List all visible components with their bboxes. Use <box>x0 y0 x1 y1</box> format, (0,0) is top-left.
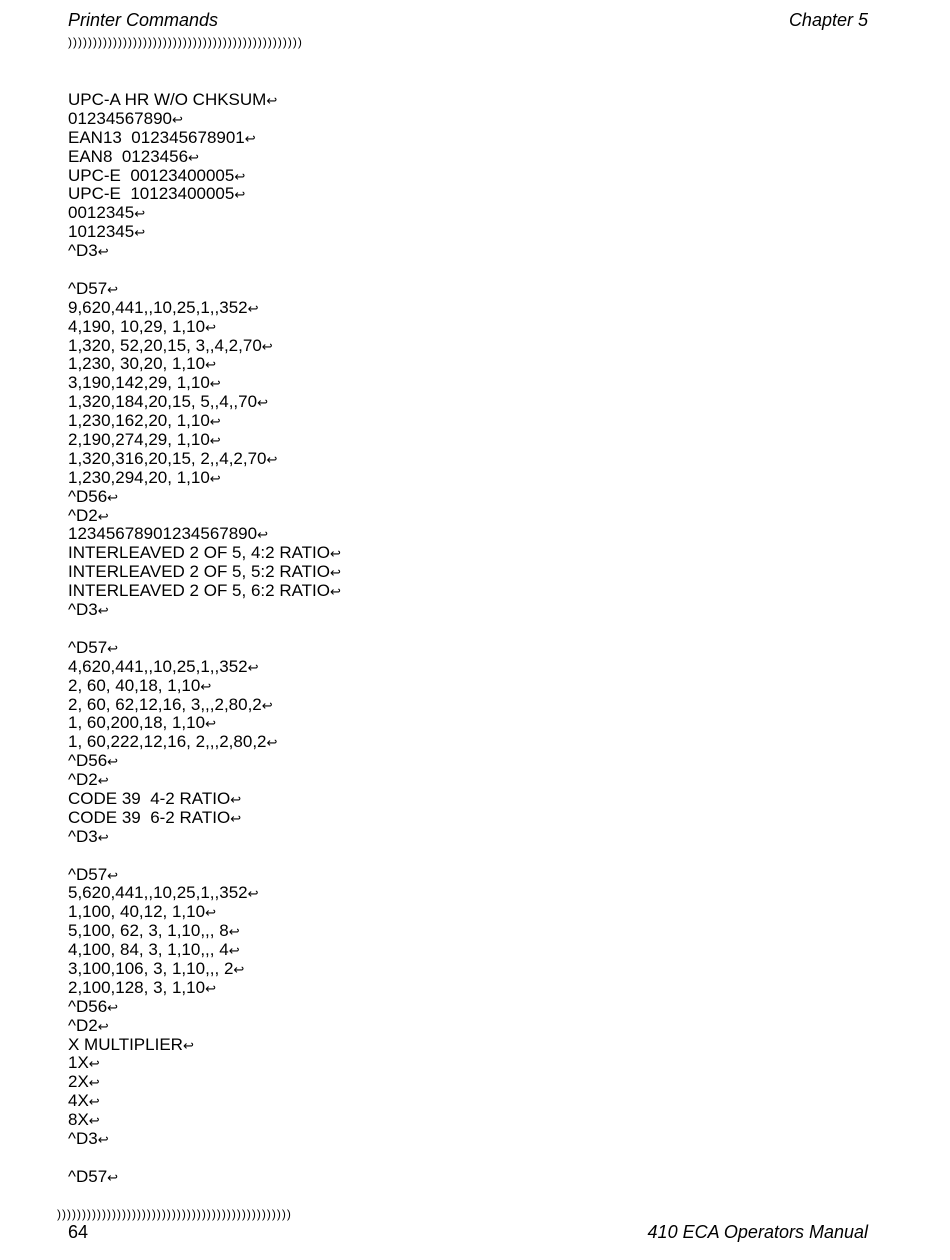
command-line <box>68 148 341 167</box>
command-line <box>68 337 341 356</box>
command-text: 5,100, 62, 3, 1,10,,, 8 <box>68 921 229 941</box>
command-text: 8X <box>68 1110 89 1130</box>
command-text: 1,320, 52,20,15, 3,,4,2,70 <box>68 335 262 355</box>
command-text: INTERLEAVED 2 OF 5, 4:2 RATIO <box>68 543 330 563</box>
command-line <box>68 563 341 582</box>
command-line <box>68 677 341 696</box>
command-line <box>68 828 341 847</box>
return-symbol: ↩ <box>97 1131 109 1147</box>
return-symbol: ↩ <box>205 357 216 373</box>
return-symbol: ↩ <box>247 300 259 316</box>
command-text: 5,620,441,,10,25,1,,352 <box>68 883 248 903</box>
command-line <box>68 696 341 715</box>
page-number: 64 <box>68 1222 89 1242</box>
return-symbol: ↩ <box>172 111 183 127</box>
command-text: ^D3 <box>68 1128 98 1148</box>
command-line <box>68 941 341 960</box>
command-text: 2, 60, 62,12,16, 3,,,2,80,2 <box>68 694 262 714</box>
command-text: ^D57 <box>68 1166 108 1186</box>
command-line <box>68 771 341 790</box>
return-symbol: ↩ <box>97 603 109 619</box>
command-text: 4,620,441,,10,25,1,,352 <box>68 656 248 676</box>
return-symbol: ↩ <box>330 565 341 581</box>
command-text: 4X <box>68 1091 89 1111</box>
command-text: 0012345 <box>68 203 135 223</box>
return-symbol: ↩ <box>88 1113 100 1129</box>
return-symbol: ↩ <box>107 489 119 505</box>
return-symbol: ↩ <box>234 168 246 184</box>
command-line <box>68 91 341 110</box>
return-symbol: ↩ <box>107 640 119 656</box>
command-text: ^D3 <box>68 826 98 846</box>
command-line <box>68 733 341 752</box>
return-symbol: ↩ <box>97 773 109 789</box>
command-line <box>68 960 341 979</box>
command-text: UPC-E 00123400005 <box>68 165 235 185</box>
command-text: ^D2 <box>68 770 98 790</box>
command-line <box>68 1073 341 1092</box>
return-symbol: ↩ <box>107 754 119 770</box>
command-line <box>68 431 341 450</box>
manual-title: 410 ECA Operators Manual <box>647 1222 868 1242</box>
return-symbol: ↩ <box>134 206 146 222</box>
command-line <box>68 998 341 1017</box>
return-symbol: ↩ <box>257 395 268 411</box>
command-line <box>68 525 341 544</box>
return-symbol: ↩ <box>88 1056 100 1072</box>
command-text: INTERLEAVED 2 OF 5, 5:2 RATIO <box>68 562 330 582</box>
command-text: 1,320,184,20,15, 5,,4,,70 <box>68 392 258 412</box>
return-symbol: ↩ <box>97 1018 109 1034</box>
return-symbol: ↩ <box>330 584 341 600</box>
return-symbol: ↩ <box>134 225 146 241</box>
command-line <box>68 922 341 941</box>
page-header <box>68 10 868 34</box>
command-text: ^D3 <box>68 600 98 620</box>
command-line <box>68 1168 341 1187</box>
command-line <box>68 903 341 922</box>
command-text: 1,320,316,20,15, 2,,4,2,70 <box>68 448 267 468</box>
command-line <box>68 1111 341 1130</box>
command-text: 1, 60,200,18, 1,10 <box>68 713 206 733</box>
command-text: 01234567890 <box>68 108 173 128</box>
command-text: CODE 39 4-2 RATIO <box>68 788 231 808</box>
return-symbol: ↩ <box>107 999 119 1015</box>
return-symbol: ↩ <box>205 980 216 996</box>
command-line <box>68 1092 341 1111</box>
command-line <box>68 1036 341 1055</box>
return-symbol: ↩ <box>88 1075 100 1091</box>
command-line <box>68 469 341 488</box>
command-line <box>68 507 341 526</box>
blank-line <box>68 261 341 280</box>
return-symbol: ↩ <box>107 867 119 883</box>
command-line <box>68 884 341 903</box>
return-symbol: ↩ <box>209 433 221 449</box>
command-line <box>68 318 341 337</box>
command-text: 3,100,106, 3, 1,10,,, 2 <box>68 958 234 978</box>
header-rule: ))))))))))))))))))))))))))))))))))))))))))))))) <box>68 35 303 49</box>
command-text: 3,190,142,29, 1,10 <box>68 373 210 393</box>
return-symbol: ↩ <box>209 414 221 430</box>
return-symbol: ↩ <box>97 829 109 845</box>
return-symbol: ↩ <box>266 93 278 108</box>
command-line <box>68 866 341 885</box>
return-symbol: ↩ <box>188 149 199 165</box>
command-text: 2,100,128, 3, 1,10 <box>68 977 206 997</box>
command-text: 1, 60,222,12,16, 2,,,2,80,2 <box>68 732 267 752</box>
command-text: 4,190, 10,29, 1,10 <box>68 316 206 336</box>
return-symbol: ↩ <box>209 376 221 392</box>
return-symbol: ↩ <box>107 1169 119 1185</box>
command-line <box>68 544 341 563</box>
command-text: ^D2 <box>68 1015 98 1035</box>
command-line <box>68 393 341 412</box>
return-symbol: ↩ <box>257 527 268 543</box>
return-symbol: ↩ <box>209 470 221 486</box>
command-text: ^D56 <box>68 751 108 771</box>
command-line <box>68 280 341 299</box>
header-section-title: Printer Commands <box>68 10 219 30</box>
command-line <box>68 129 341 148</box>
command-line <box>68 355 341 374</box>
command-text: 2, 60, 40,18, 1,10 <box>68 675 201 695</box>
footer-rule: ))))))))))))))))))))))))))))))))))))))))))))))) <box>57 1207 292 1221</box>
return-symbol: ↩ <box>330 546 341 562</box>
return-symbol: ↩ <box>205 905 216 921</box>
command-line <box>68 450 341 469</box>
return-symbol: ↩ <box>230 810 242 826</box>
command-line <box>68 204 341 223</box>
return-symbol: ↩ <box>97 508 109 524</box>
return-symbol: ↩ <box>233 961 245 977</box>
command-line <box>68 1017 341 1036</box>
return-symbol: ↩ <box>247 659 259 675</box>
return-symbol: ↩ <box>228 924 240 940</box>
return-symbol: ↩ <box>266 451 278 467</box>
command-text: 1X <box>68 1053 89 1073</box>
return-symbol: ↩ <box>205 716 216 732</box>
blank-line <box>68 1149 341 1168</box>
command-line <box>68 242 341 261</box>
command-line <box>68 167 341 186</box>
page-footer <box>68 1222 868 1246</box>
command-text: CODE 39 6-2 RATIO <box>68 807 231 827</box>
command-text: ^D2 <box>68 505 98 525</box>
command-line <box>68 488 341 507</box>
return-symbol: ↩ <box>107 281 119 297</box>
return-symbol: ↩ <box>234 187 246 203</box>
command-text: ^D57 <box>68 278 108 298</box>
command-text: UPC-E 10123400005 <box>68 184 235 204</box>
return-symbol: ↩ <box>97 244 109 260</box>
return-symbol: ↩ <box>200 678 212 694</box>
return-symbol: ↩ <box>230 791 242 807</box>
return-symbol: ↩ <box>205 319 216 335</box>
command-text: 1,230,162,20, 1,10 <box>68 411 210 431</box>
return-symbol: ↩ <box>182 1037 194 1053</box>
command-text: ^D57 <box>68 637 108 657</box>
blank-line <box>68 847 341 866</box>
command-text: 1,100, 40,12, 1,10 <box>68 902 206 922</box>
command-line <box>68 412 341 431</box>
command-line <box>68 714 341 733</box>
command-text: EAN8 0123456 <box>68 146 189 166</box>
command-line <box>68 809 341 828</box>
command-text: ^D56 <box>68 486 108 506</box>
command-line <box>68 658 341 677</box>
command-line <box>68 223 341 242</box>
command-line <box>68 110 341 129</box>
command-text: 2,190,274,29, 1,10 <box>68 430 210 450</box>
command-line <box>68 601 341 620</box>
command-line <box>68 979 341 998</box>
command-text: ^D57 <box>68 864 108 884</box>
return-symbol: ↩ <box>261 338 273 354</box>
command-text: 12345678901234567890 <box>68 524 258 544</box>
command-line <box>68 639 341 658</box>
command-text: EAN13 012345678901 <box>68 127 245 147</box>
command-text: X MULTIPLIER <box>68 1034 183 1054</box>
command-line <box>68 752 341 771</box>
command-listing <box>68 91 341 1187</box>
return-symbol: ↩ <box>88 1094 100 1110</box>
blank-line <box>68 620 341 639</box>
command-line <box>68 582 341 601</box>
command-line <box>68 374 341 393</box>
command-text: 1012345 <box>68 222 135 242</box>
command-text: 4,100, 84, 3, 1,10,,, 4 <box>68 940 229 960</box>
return-symbol: ↩ <box>261 697 273 713</box>
return-symbol: ↩ <box>228 943 240 959</box>
command-text: 1,230, 30,20, 1,10 <box>68 354 206 374</box>
command-text: ^D56 <box>68 996 108 1016</box>
command-text: INTERLEAVED 2 OF 5, 6:2 RATIO <box>68 581 330 601</box>
command-line <box>68 1054 341 1073</box>
command-line <box>68 790 341 809</box>
command-text: 2X <box>68 1072 89 1092</box>
return-symbol: ↩ <box>247 886 259 902</box>
command-line <box>68 1130 341 1149</box>
command-text: 1,230,294,20, 1,10 <box>68 467 210 487</box>
command-text: 9,620,441,,10,25,1,,352 <box>68 297 248 317</box>
command-line <box>68 299 341 318</box>
command-text: ^D3 <box>68 241 98 261</box>
command-line <box>68 185 341 204</box>
header-chapter-label: Chapter 5 <box>788 10 868 30</box>
command-text: UPC-A HR W/O CHKSUM <box>68 90 267 109</box>
return-symbol: ↩ <box>244 130 256 146</box>
return-symbol: ↩ <box>266 735 278 751</box>
